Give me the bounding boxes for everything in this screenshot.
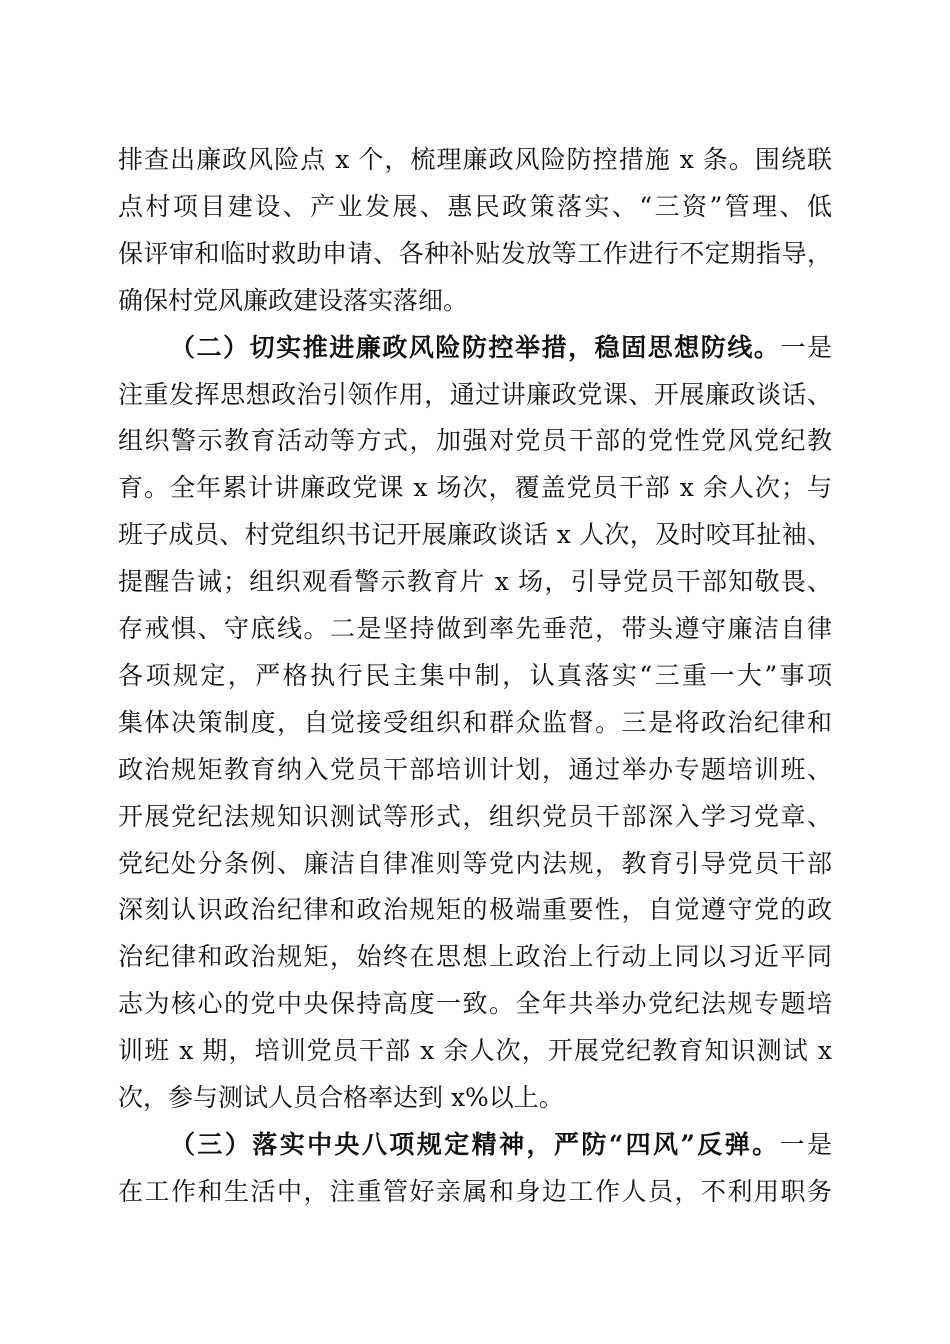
- section-heading: （三）落实中央八项规定精神，严防“四风”反弹。: [170, 1129, 780, 1159]
- line-text: 排查出廉政风险点 x 个，梳理廉政风险防控措施 x 条。围绕联: [118, 145, 832, 174]
- body-text-line: [118, 375, 832, 415]
- section-heading-line: [170, 1125, 832, 1165]
- line-text: 育。全年累计讲廉政党课 x 场次，覆盖党员干部 x 余人次；与: [118, 473, 832, 503]
- body-text-line: [118, 844, 832, 884]
- line-text: 志为核心的党中央保持高度一致。全年共举办党纪法规专题培: [118, 989, 832, 1019]
- body-text-line: [118, 421, 832, 461]
- body-text-line: [118, 1078, 832, 1118]
- line-text: 确保村党风廉政建设落实落细。: [118, 285, 469, 315]
- body-text-line: [118, 187, 832, 227]
- line-text: 组织警示教育活动等方式，加强对党员干部的党性党风党纪教: [118, 426, 832, 456]
- body-text-line: [118, 562, 832, 602]
- line-text: 班子成员、村党组织书记开展廉政谈话 x 人次，及时咬耳扯袖、: [118, 520, 832, 550]
- body-text-line: [118, 750, 832, 790]
- line-text: 点村项目建设、产业发展、惠民政策落实、“三资”管理、低: [118, 191, 832, 221]
- body-text-line: [118, 609, 832, 649]
- body-text-line: [118, 281, 832, 321]
- body-text-line: [118, 140, 832, 180]
- line-text: 训班 x 期，培训党员干部 x 余人次，开展党纪教育知识测试 x: [118, 1036, 832, 1066]
- line-text: 存戒惧、守底线。二是坚持做到率先垂范，带头遵守廉洁自律: [118, 614, 832, 643]
- body-text-line: [118, 1031, 832, 1071]
- body-text-line: [118, 797, 832, 837]
- line-text: 注重发挥思想政治引领作用，通过讲廉政党课、开展廉政谈话、: [118, 379, 832, 409]
- line-text: 治纪律和政治规矩，始终在思想上政治上行动上同以习近平同: [118, 942, 832, 972]
- body-text-line: [118, 890, 832, 930]
- line-text: 各项规定，严格执行民主集中制，认真落实“三重一大”事项: [118, 660, 832, 690]
- line-text: 保评审和临时救助申请、各种补贴发放等工作进行不定期指导，: [118, 238, 832, 268]
- section-heading-line: [170, 328, 832, 368]
- line-text: 政治规矩教育纳入党员干部培训计划，通过举办专题培训班、: [118, 754, 832, 784]
- section-heading: （二）切实推进廉政风险防控举措，稳固思想防线。: [170, 332, 781, 362]
- line-text: 集体决策制度，自觉接受组织和群众监督。三是将政治纪律和: [118, 707, 832, 737]
- body-text-line: [118, 1172, 832, 1212]
- body-text-line: [118, 234, 832, 274]
- line-text: 一是: [780, 332, 832, 362]
- line-text: 次，参与测试人员合格率达到 x%以上。: [118, 1083, 564, 1112]
- body-text-line: [118, 656, 832, 696]
- body-text-line: [118, 703, 832, 743]
- body-text-line: [118, 984, 832, 1024]
- body-text-line: [118, 468, 832, 508]
- line-text: 提醒告诫；组织观看警示教育片 x 场，引导党员干部知敬畏、: [118, 567, 832, 597]
- line-text: 在工作和生活中，注重管好亲属和身边工作人员，不利用职务: [118, 1176, 832, 1206]
- line-text: 开展党纪法规知识测试等形式，组织党员干部深入学习党章、: [118, 801, 832, 831]
- line-text: 一是: [779, 1129, 832, 1159]
- body-text-line: [118, 515, 832, 555]
- line-text: 深刻认识政治纪律和政治规矩的极端重要性，自觉遵守党的政: [118, 895, 832, 925]
- body-text-line: [118, 937, 832, 977]
- line-text: 党纪处分条例、廉洁自律准则等党内法规，教育引导党员干部: [118, 848, 832, 878]
